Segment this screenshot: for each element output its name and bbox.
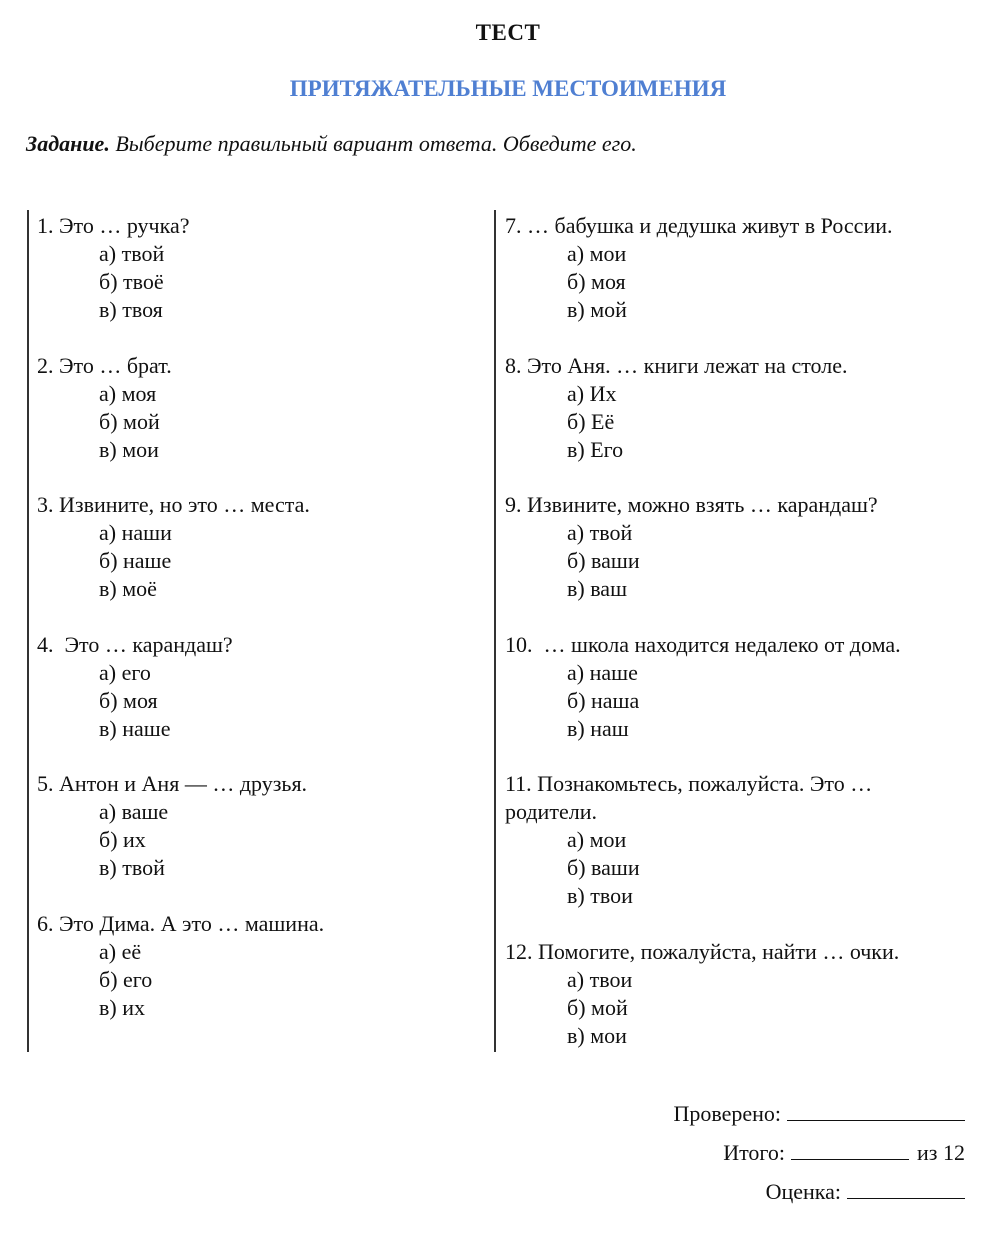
answer-option[interactable]: в) их xyxy=(99,994,145,1020)
answer-option[interactable]: в) твоя xyxy=(99,297,163,322)
question-text: 6. Это Дима. А это … машина. xyxy=(37,910,325,936)
total-blank[interactable] xyxy=(791,1139,909,1160)
question-10 xyxy=(505,631,985,771)
task-instruction xyxy=(26,131,637,157)
question-7 xyxy=(505,212,985,352)
question-2 xyxy=(37,352,487,492)
answer-option[interactable]: а) Их xyxy=(567,380,617,406)
grade-blank[interactable] xyxy=(847,1178,965,1199)
grade-row xyxy=(766,1178,965,1205)
question-6 xyxy=(37,910,487,1050)
answer-option[interactable]: б) их xyxy=(99,827,146,852)
answer-option[interactable]: в) ваш xyxy=(567,576,628,601)
task-text: Выберите правильный вариант ответа. Обведите его. xyxy=(109,131,637,156)
total-suffix: из 12 xyxy=(917,1140,965,1165)
question-1 xyxy=(37,212,487,352)
question-8 xyxy=(505,352,985,492)
task-label: Задание. xyxy=(26,131,110,156)
answer-option[interactable]: б) его xyxy=(99,966,153,992)
answer-option[interactable]: б) наше xyxy=(99,548,172,573)
question-text: 11. Познакомьтесь, пожалуйста. Это … родители. xyxy=(505,771,873,824)
grade-label: Оценка: xyxy=(765,1179,841,1204)
test-title: ТЕСТ xyxy=(475,20,541,45)
answer-option[interactable]: б) мой xyxy=(567,995,628,1020)
answer-option[interactable]: а) её xyxy=(99,938,142,964)
question-3 xyxy=(37,491,487,631)
question-text: 8. Это Аня. … книги лежат на столе. xyxy=(505,352,848,378)
answer-option[interactable]: в) наше xyxy=(99,715,171,741)
answer-option[interactable]: а) твои xyxy=(567,967,633,992)
answer-option[interactable]: в) наш xyxy=(567,715,629,741)
answer-option[interactable]: в) мой xyxy=(567,297,627,322)
answer-option[interactable]: б) наша xyxy=(567,687,640,713)
left-column-divider xyxy=(27,210,29,1052)
answer-option[interactable]: б) твоё xyxy=(99,269,164,294)
question-text: 4. Это … карандаш? xyxy=(37,631,233,657)
question-11 xyxy=(505,770,985,938)
answer-option[interactable]: а) мои xyxy=(567,241,627,266)
question-9 xyxy=(505,491,985,631)
total-row xyxy=(723,1139,965,1166)
answer-option[interactable]: в) твои xyxy=(567,883,633,908)
question-text: 1. Это … ручка? xyxy=(37,213,190,238)
center-column-divider xyxy=(494,210,496,1052)
question-4 xyxy=(37,631,487,771)
answer-option[interactable]: в) мои xyxy=(99,436,159,462)
left-question-column xyxy=(37,212,487,1049)
question-text: 9. Извините, можно взять … карандаш? xyxy=(505,492,878,517)
answer-option[interactable]: а) твой xyxy=(99,241,165,266)
answer-option[interactable]: а) моя xyxy=(99,380,157,406)
answer-option[interactable]: б) моя xyxy=(567,269,626,294)
question-text: 12. Помогите, пожалуйста, найти … очки. xyxy=(505,939,900,964)
answer-option[interactable]: в) моё xyxy=(99,576,157,601)
checked-label: Проверено: xyxy=(673,1101,781,1126)
checked-row xyxy=(673,1100,965,1127)
question-5 xyxy=(37,770,487,910)
question-text: 2. Это … брат. xyxy=(37,352,172,378)
test-subtitle: ПРИТЯЖАТЕЛЬНЫЕ МЕСТОИМЕНИЯ xyxy=(289,76,727,101)
right-question-column xyxy=(505,212,985,1078)
answer-option[interactable]: б) моя xyxy=(99,687,158,713)
answer-option[interactable]: а) наши xyxy=(99,520,172,545)
answer-option[interactable]: б) ваши xyxy=(567,548,640,573)
answer-option[interactable]: б) мой xyxy=(99,408,160,434)
question-12 xyxy=(505,938,985,1078)
answer-option[interactable]: а) мои xyxy=(567,827,627,852)
question-text: 3. Извините, но это … места. xyxy=(37,492,310,517)
answer-option[interactable]: а) наше xyxy=(567,659,638,685)
question-text: 7. … бабушка и дедушка живут в России. xyxy=(505,213,893,238)
answer-option[interactable]: б) ваши xyxy=(567,855,640,880)
answer-option[interactable]: а) твой xyxy=(567,520,633,545)
total-label: Итого: xyxy=(723,1140,786,1165)
answer-option[interactable]: б) Её xyxy=(567,408,615,434)
checked-blank[interactable] xyxy=(787,1100,965,1121)
answer-option[interactable]: в) Его xyxy=(567,436,624,462)
answer-option[interactable]: в) твой xyxy=(99,855,165,880)
answer-option[interactable]: в) мои xyxy=(567,1023,627,1048)
answer-option[interactable]: а) его xyxy=(99,659,151,685)
answer-option[interactable]: а) ваше xyxy=(99,799,169,824)
question-text: 5. Антон и Аня — … друзья. xyxy=(37,771,308,796)
question-text: 10. … школа находится недалеко от дома. xyxy=(505,631,901,657)
